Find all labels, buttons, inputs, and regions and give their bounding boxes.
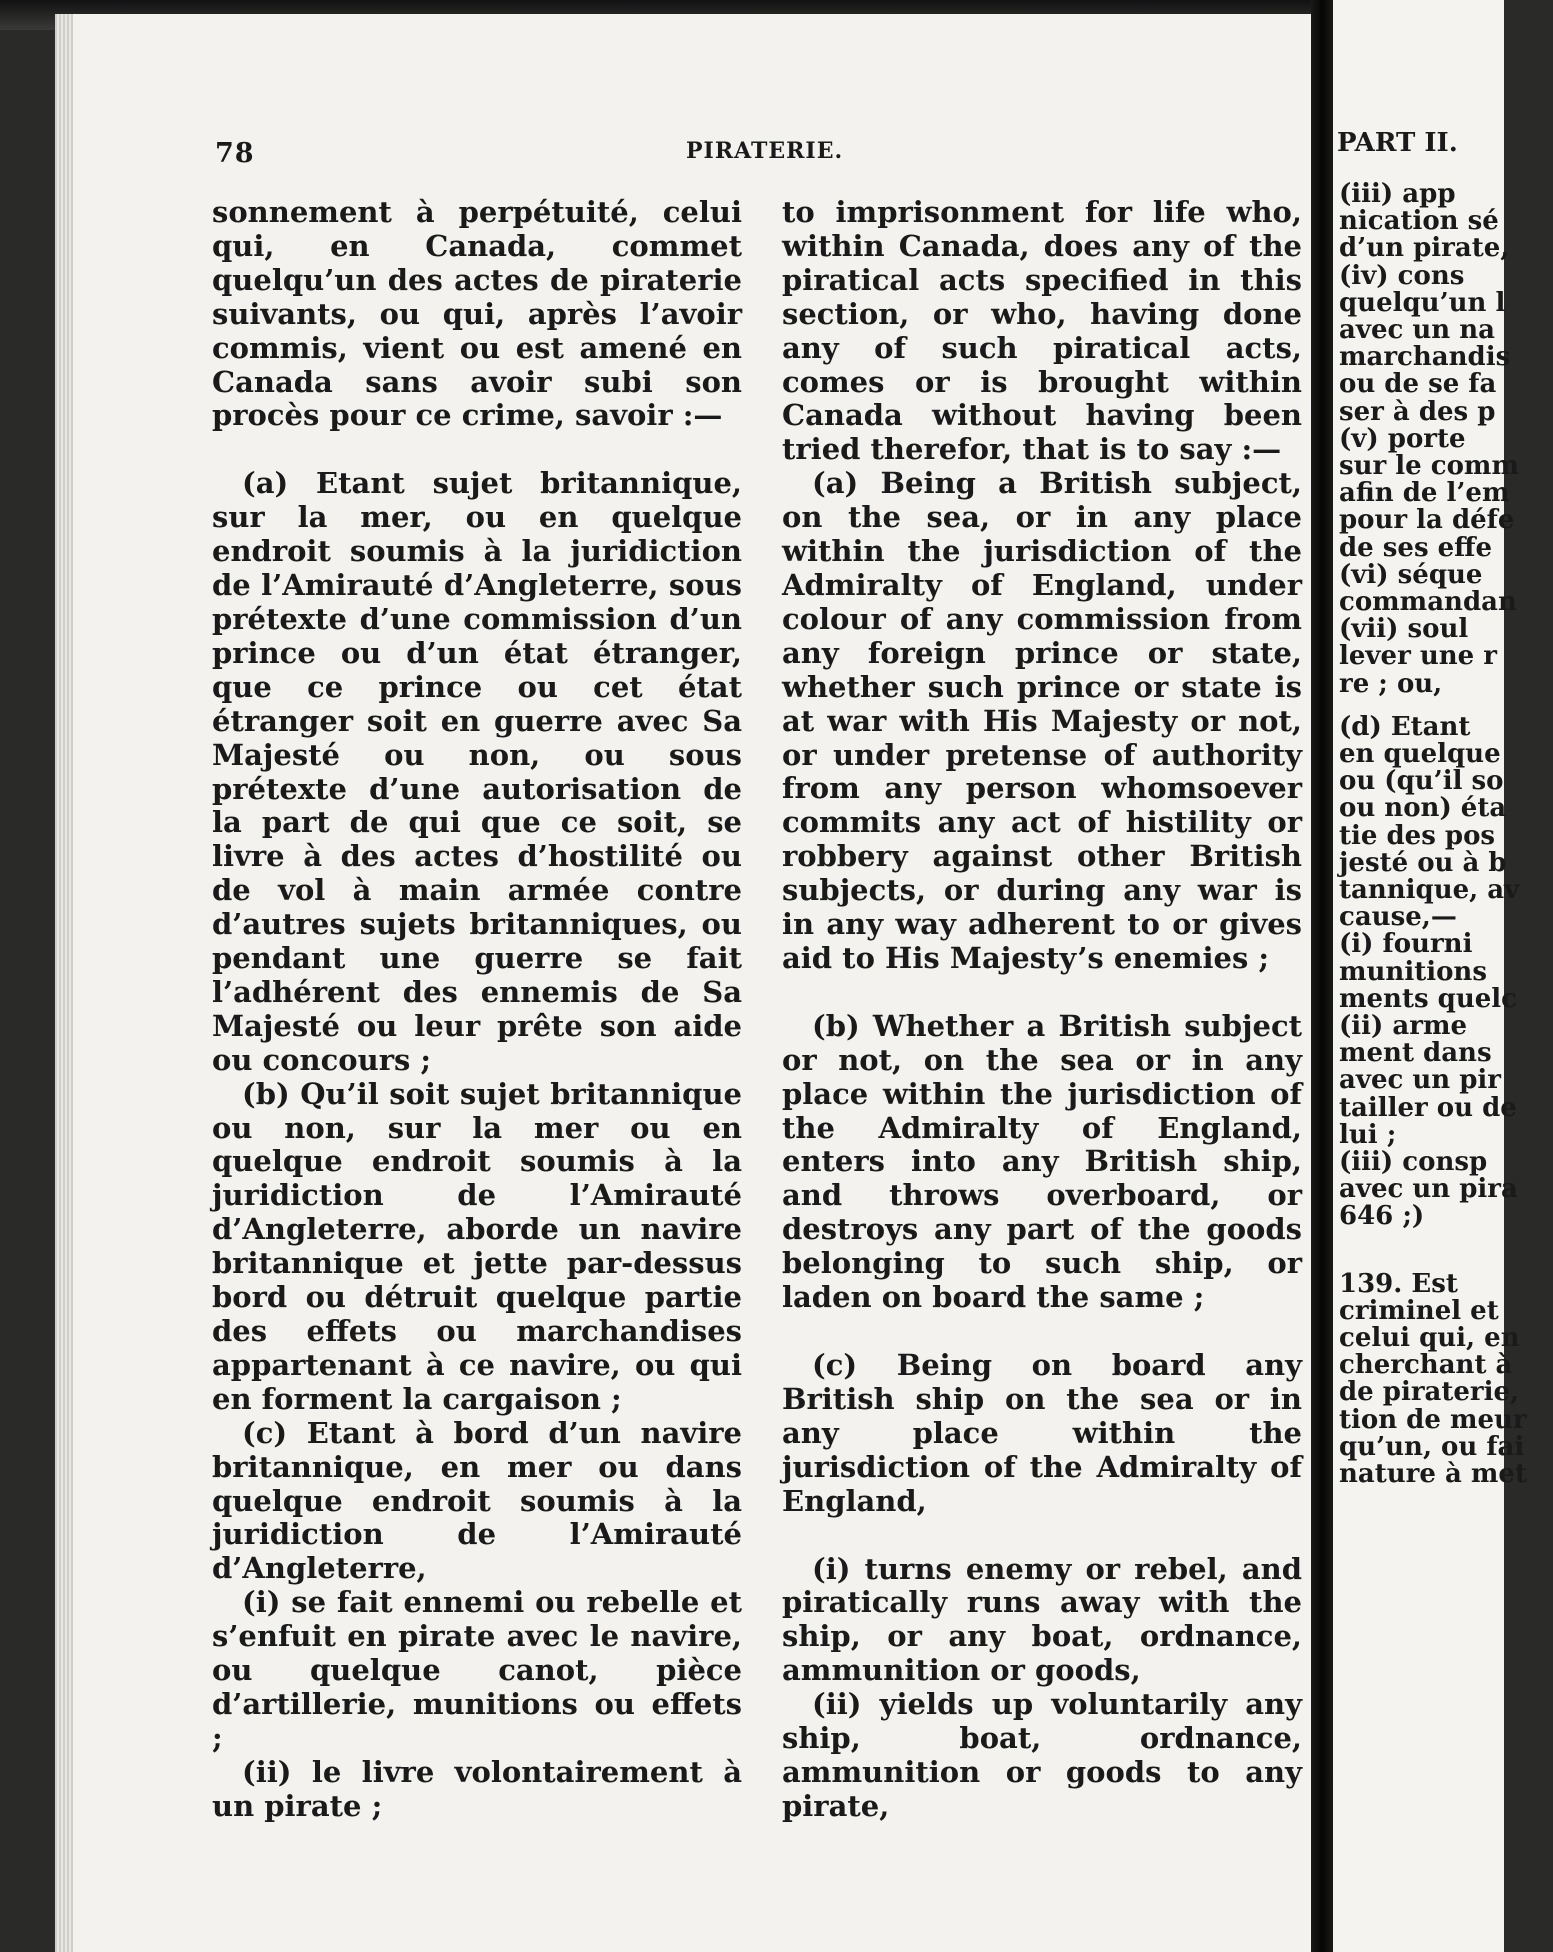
right-page-line: nature à met — [1339, 1459, 1527, 1489]
french-column — [212, 196, 742, 1824]
right-page-line: pour la défe — [1339, 505, 1515, 536]
right-page-line: d’un pirate, — [1339, 233, 1510, 264]
right-page-line: nication sé — [1339, 206, 1499, 237]
english-column — [782, 196, 1302, 1824]
right-page-line: qu’un, ou fai — [1339, 1431, 1525, 1462]
right-page-line: ou (qu’il so — [1339, 766, 1504, 797]
fr-paragraph-b: (b) Qu’il soit sujet britannique ou non, sur la mer ou en quelque endroit soumis à la juridiction de l’Amirauté d’Angleterre, aborde un navire britannique et jette par-dessus bord ou détruit quelque partie des effets ou marchandises appartenant à ce navire, ou qui en forment la cargaison ; — [212, 1076, 742, 1416]
right-page-line: avec un na — [1339, 315, 1495, 345]
right-page-line: cherchant à — [1339, 1350, 1513, 1381]
right-page-line: jesté ou à b — [1339, 847, 1507, 878]
right-page-line: tailler ou de — [1339, 1092, 1517, 1123]
right-page-line: (i) fourni — [1339, 929, 1473, 960]
right-page-line: lever une r — [1339, 641, 1497, 672]
en-paragraph-c: (c) Being on board any British ship on the sea or in any place within the jurisdiction of the Admiralty of England, — [782, 1348, 1302, 1518]
right-page-line: ment dans — [1339, 1038, 1492, 1069]
fr-paragraph-c: (c) Etant à bord d’un navire britannique, en mer ou dans quelque endroit soumis à la juridiction de l’Amirauté d’Angleterre, — [212, 1415, 742, 1586]
en-paragraph-intro: to imprisonment for life who, within Canada, does any of the piratical acts specified in this section, or who, having done any of such piratical acts, comes or is brought within Canada without having been tried therefor, that is to say :— — [782, 195, 1302, 467]
right-page-line: quelqu’un l — [1339, 287, 1506, 318]
right-page-line: sur le comm — [1339, 451, 1519, 481]
right-page-line: cause,— — [1339, 902, 1457, 933]
right-page-line: (vi) séque — [1339, 559, 1483, 590]
right-page-line: avec un pir — [1339, 1065, 1501, 1096]
right-page-line: criminel et — [1339, 1295, 1499, 1326]
right-page-line: tannique, av — [1339, 875, 1520, 905]
fr-paragraph-c-i: (i) se fait ennemi ou rebelle et s’enfuit en pirate avec le navire, ou quelque canot, pièce d’artillerie, munitions ou effets ; — [212, 1585, 742, 1755]
right-page-line: (d) Etant — [1339, 711, 1471, 742]
right-page-line: ser à des p — [1339, 396, 1496, 427]
right-page-line: (iv) cons — [1339, 260, 1465, 291]
right-page-line: munitions — [1339, 956, 1487, 987]
right-page-line: en quelque — [1339, 739, 1501, 769]
en-paragraph-a: (a) Being a British subject, on the sea, or in any place within the jurisdiction of the Admiralty of England, under colour of any commission from any foreign prince or state, whether such prince or state is at war with His Majesty or not, or under pretense of authority from any person whomsoever commits any act of histility or robbery against other British subjects, or during any war is in any way adherent to or gives aid to His Majesty’s enemies ; — [782, 466, 1302, 975]
right-page-line: tie des pos — [1339, 820, 1496, 851]
fr-paragraph-c-ii: (ii) le livre volontairement à un pirate ; — [212, 1754, 742, 1823]
en-paragraph-c-ii: (ii) yields up voluntarily any ship, boat, ordnance, ammunition or goods to any pirate, — [782, 1687, 1302, 1823]
right-page-line: (v) porte — [1339, 423, 1466, 454]
en-paragraph-b: (b) Whether a British subject or not, on the sea or in any place within the jurisdiction of the Admiralty of England, enters into any British ship, and throws overboard, or destroys any part of the goods belonging to such ship, or laden on board the same ; — [782, 1008, 1302, 1315]
right-page-line: (ii) arme — [1339, 1011, 1468, 1041]
fr-paragraph-intro: sonnement à perpétuité, celui qui, en Canada, commet quelqu’un des actes de piraterie suivants, ou qui, après l’avoir commis, vient ou est amené en Canada sans avoir subi son procès pour ce crime, savoir :— — [212, 195, 742, 433]
right-page-line: (vii) soul — [1339, 614, 1469, 645]
en-paragraph-c-i: (i) turns enemy or rebel, and piratically runs away with the ship, or any boat, ordnance, ammunition or goods, — [782, 1551, 1302, 1688]
running-head: PIRATERIE. — [686, 138, 844, 164]
right-page-line: 646 ;) — [1339, 1201, 1425, 1232]
fr-paragraph-a: (a) Etant sujet britannique, sur la mer, ou en quelque endroit soumis à la juridiction de l’Amirauté d’Angleterre, sous prétexte d’une commission d’un prince ou d’un état étranger, que ce prince ou cet état étranger soit en guerre avec Sa Majesté ou non, ou sous prétexte d’une autorisation de la part de qui que ce soit, se livre à des actes d’hostilité ou de vol à main armée contre d’autres sujets britanniques, ou pendant une guerre se fait l’adhérent des ennemis de Sa Majesté ou leur prête son aide ou concours ; — [212, 466, 742, 1077]
right-page-line: re ; ou, — [1339, 668, 1443, 699]
page-edges — [55, 14, 73, 1952]
part-head: PART II. — [1337, 128, 1458, 158]
right-page-line: (iii) consp — [1339, 1147, 1488, 1177]
right-page-line: avec un pira — [1339, 1174, 1518, 1205]
right-page-line: marchandis — [1339, 342, 1511, 373]
right-page — [1333, 0, 1527, 1952]
right-page-line: celui qui, en — [1339, 1323, 1520, 1353]
book-gutter — [1311, 0, 1333, 1952]
right-page-line: de piraterie, — [1339, 1377, 1520, 1408]
right-page-line: commandan — [1339, 587, 1517, 617]
right-page-line: tion de meur — [1339, 1404, 1527, 1435]
right-page-line: (iii) app — [1339, 179, 1456, 209]
right-page-line: ou de se fa — [1339, 369, 1497, 400]
right-page-line: afin de l’em — [1339, 478, 1510, 509]
right-page-line: de ses effe — [1339, 532, 1493, 563]
right-page-line: 139. Est — [1339, 1268, 1458, 1299]
right-page-line: ou non) éta — [1339, 793, 1507, 824]
right-page-line: ments quelc — [1339, 983, 1517, 1014]
page-number: 78 — [215, 138, 255, 169]
right-page-line: lui ; — [1339, 1119, 1397, 1150]
